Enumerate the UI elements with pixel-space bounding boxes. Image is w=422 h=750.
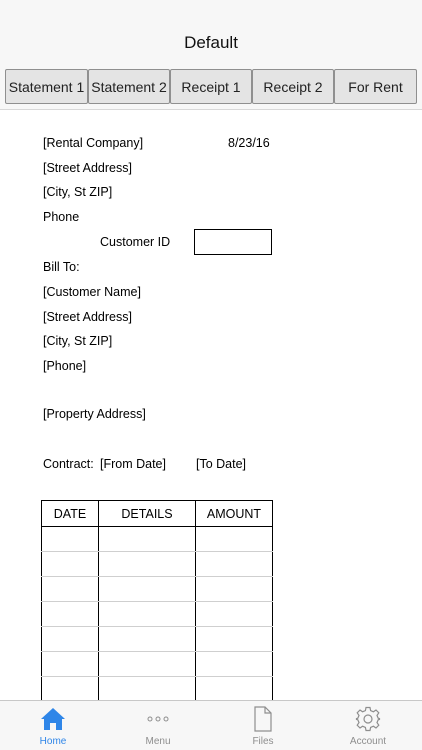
- tab-statement-2[interactable]: Statement 2: [88, 69, 170, 104]
- table-row: [42, 677, 273, 701]
- column-header-details: DETAILS: [99, 501, 196, 527]
- tab-bar-home[interactable]: [13, 701, 93, 750]
- table-cell[interactable]: [42, 677, 99, 701]
- table-row: [42, 627, 273, 652]
- table-cell[interactable]: [42, 527, 99, 552]
- tab-bar-files[interactable]: [223, 701, 303, 750]
- table-cell[interactable]: [99, 652, 196, 677]
- tab-bar-account[interactable]: [328, 701, 408, 750]
- table-cell[interactable]: [196, 602, 273, 627]
- tab-bar-files-label: Files: [252, 736, 274, 747]
- table-cell[interactable]: [99, 602, 196, 627]
- table-cell[interactable]: [196, 677, 273, 701]
- table-row: [42, 552, 273, 577]
- tab-for-rent[interactable]: For Rent: [334, 69, 417, 104]
- bottom-tab-bar: [0, 700, 422, 750]
- table-cell[interactable]: [99, 627, 196, 652]
- page-title: Default: [184, 33, 238, 52]
- invoice-table: [41, 500, 273, 700]
- contract-label: Contract:: [43, 457, 94, 471]
- tab-statement-1[interactable]: Statement 1: [5, 69, 88, 104]
- customer-phone: [Phone]: [43, 359, 87, 373]
- table-cell[interactable]: [196, 627, 273, 652]
- column-header-date: DATE: [42, 501, 99, 527]
- company-street: [Street Address]: [43, 161, 132, 175]
- tab-bar-menu[interactable]: [118, 701, 198, 750]
- customer-name: [Customer Name]: [43, 285, 141, 299]
- table-cell[interactable]: [42, 552, 99, 577]
- tab-receipt-2[interactable]: Receipt 2: [252, 69, 334, 104]
- table-cell[interactable]: [99, 552, 196, 577]
- table-cell[interactable]: [99, 577, 196, 602]
- menu-dots-icon: [145, 706, 171, 732]
- customer-id-label: Customer ID: [100, 235, 171, 249]
- table-cell[interactable]: [42, 627, 99, 652]
- tab-bar-menu-label: Menu: [145, 736, 171, 747]
- company-city: [City, St ZIP]: [43, 185, 113, 199]
- customer-id-field[interactable]: [194, 229, 272, 255]
- property-address: [Property Address]: [43, 407, 146, 421]
- table-cell[interactable]: [42, 652, 99, 677]
- bill-to-label: Bill To:: [43, 260, 80, 274]
- table-cell[interactable]: [42, 602, 99, 627]
- company-name: [Rental Company]: [43, 136, 144, 150]
- column-header-amount: AMOUNT: [196, 501, 273, 527]
- customer-city: [City, St ZIP]: [43, 334, 113, 348]
- gear-icon: [355, 706, 381, 732]
- contract-to-date: [To Date]: [196, 457, 247, 471]
- table-row: [42, 652, 273, 677]
- table-header-row: [42, 501, 273, 527]
- table-cell[interactable]: [196, 527, 273, 552]
- table-cell[interactable]: [196, 652, 273, 677]
- table-row: [42, 577, 273, 602]
- table-cell[interactable]: [99, 527, 196, 552]
- navigation-bar: [0, 0, 422, 64]
- file-icon: [250, 706, 276, 732]
- table-row: [42, 527, 273, 552]
- document-date: 8/23/16: [228, 136, 270, 150]
- tab-bar-home-label: Home: [39, 736, 67, 747]
- home-icon: [40, 706, 66, 732]
- table-cell[interactable]: [196, 577, 273, 602]
- table-cell[interactable]: [99, 677, 196, 701]
- table-cell[interactable]: [42, 577, 99, 602]
- tab-bar-account-label: Account: [349, 736, 387, 747]
- table-row: [42, 602, 273, 627]
- template-tab-strip: [0, 64, 422, 110]
- company-phone: Phone: [43, 210, 80, 224]
- contract-from-date: [From Date]: [100, 457, 166, 471]
- tab-receipt-1[interactable]: Receipt 1: [170, 69, 252, 104]
- customer-street: [Street Address]: [43, 310, 132, 324]
- table-cell[interactable]: [196, 552, 273, 577]
- document-preview[interactable]: [0, 111, 422, 700]
